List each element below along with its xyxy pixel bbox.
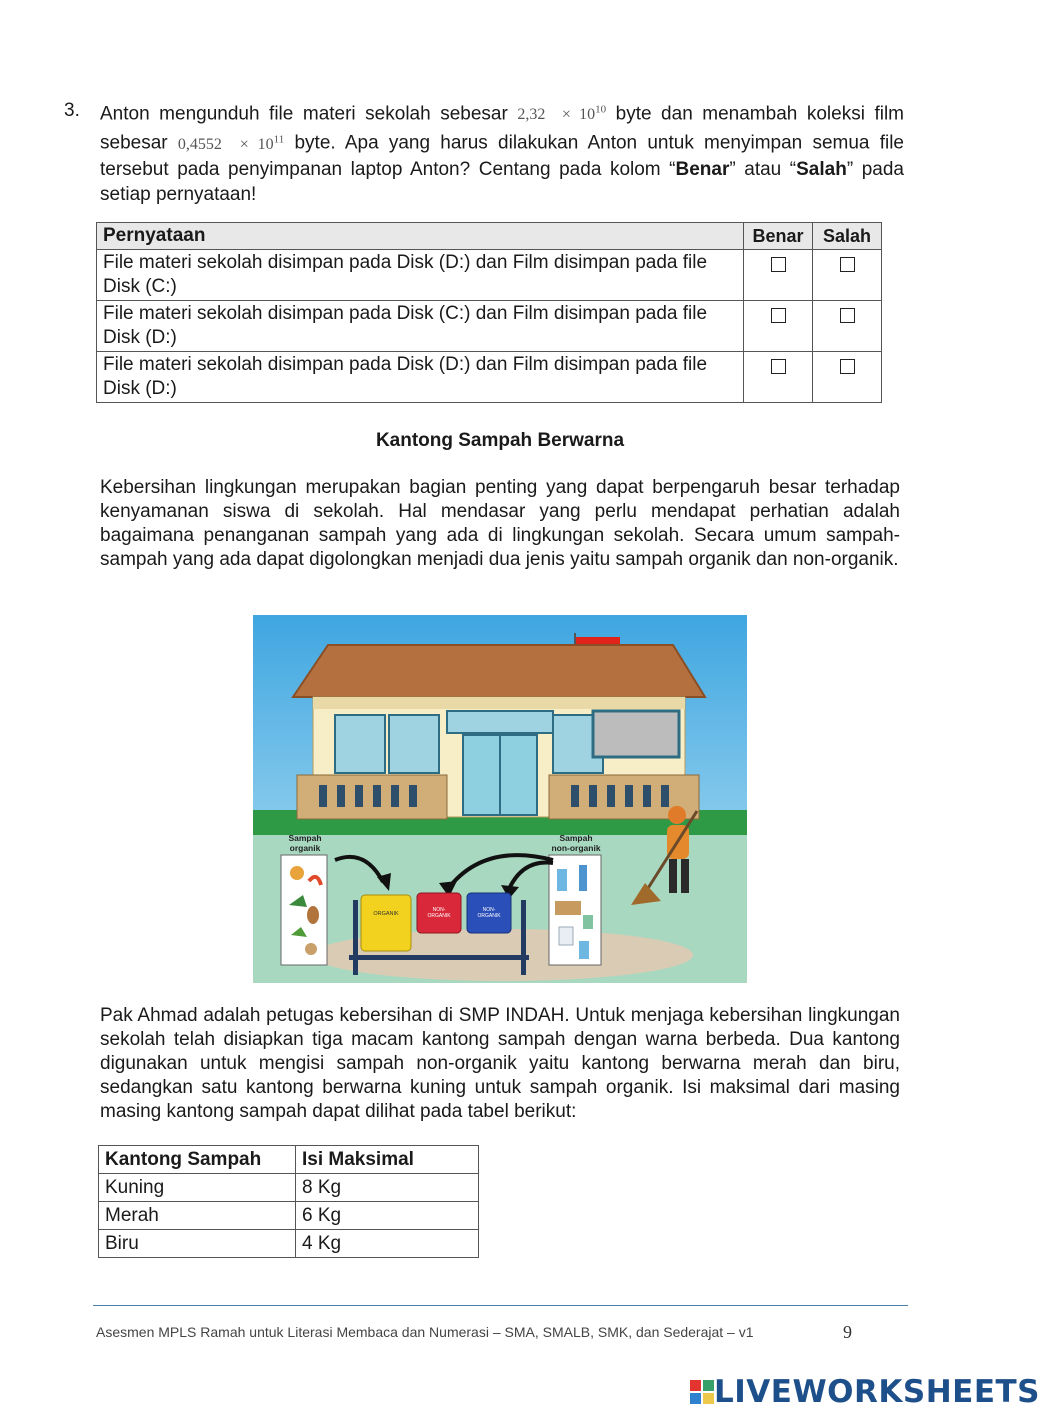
salah-checkbox-1[interactable] — [813, 250, 882, 301]
svg-text:NON-: NON- — [482, 907, 496, 913]
section-title: Kantong Sampah Berwarna — [375, 430, 625, 451]
statement-table-header — [97, 223, 882, 250]
question-block — [64, 98, 904, 207]
header-isi: Isi Maksimal — [296, 1146, 479, 1174]
footer-text: Asesmen MPLS Ramah untuk Literasi Membaca dan Numerasi – SMA, SMALB, SMK, dan Sederajat – v1 — [96, 1324, 754, 1340]
table-row — [97, 301, 882, 352]
svg-text:ORGANIK: ORGANIK — [427, 913, 451, 919]
label-sampah-organik: Sampah — [288, 833, 322, 843]
svg-text:NON-: NON- — [432, 907, 446, 913]
label-sampah-nonorganik: Sampah — [559, 833, 593, 843]
benar-checkbox-2[interactable] — [744, 301, 813, 352]
question-number: 3. — [64, 100, 80, 121]
paragraph-pak-ahmad: Pak Ahmad adalah petugas kebersihan di SMP INDAH. Untuk menjaga kebersihan lingkungan sekolah telah disiapkan tiga macam kantong sampah dengan warna berbeda. Dua kantong digunakan untuk mengisi sampah non-organik yaitu kantong berwarna merah dan biru, sedangkan satu kantong berwarna kuning untuk sampah organik. Isi maksimal dari masing masing kantong sampah dapat dilihat pada tabel berikut: — [100, 1005, 900, 1122]
table-row: Kuning 8 Kg — [99, 1174, 479, 1202]
bag-table-header — [99, 1146, 479, 1174]
header-salah: Salah — [813, 223, 882, 250]
svg-text:ORGANIK: ORGANIK — [477, 913, 501, 919]
footer-divider — [93, 1305, 908, 1306]
benar-checkbox-1[interactable] — [744, 250, 813, 301]
salah-checkbox-3[interactable] — [813, 352, 882, 403]
header-pernyataan: Pernyataan — [97, 223, 744, 250]
page-number: 9 — [843, 1322, 852, 1342]
statement-text: File materi sekolah disimpan pada Disk (D:) dan Film disimpan pada file Disk (C:) — [97, 250, 744, 301]
svg-text:non-organik: non-organik — [551, 843, 601, 853]
bag-capacity-table — [98, 1145, 479, 1258]
file-size-1: $2,32 \times 10^{10}$ — [517, 104, 607, 124]
school-roof — [293, 645, 705, 697]
school-trash-illustration — [253, 615, 747, 983]
notice-board — [593, 711, 679, 757]
benar-checkbox-3[interactable] — [744, 352, 813, 403]
salah-checkbox-2[interactable] — [813, 301, 882, 352]
table-row — [97, 250, 882, 301]
question-text: Anton mengunduh file materi sekolah sebesar $2,32 \times 10^{10}$ byte dan menambah koleksi film sebesar $0,4552 \times 10^{11}$ byte. Apa yang harus dilakukan Anton untuk menyimpan semua file tersebut pada penyimpanan laptop Anton? Centang pada kolom “Benar” atau “Salah” pada setiap pernyataan! — [100, 103, 905, 205]
bottle-icon — [557, 869, 567, 891]
svg-text:ORGANIK: ORGANIK — [373, 911, 399, 917]
liveworksheets-logo — [690, 1374, 1040, 1410]
header-benar: Benar — [744, 223, 813, 250]
paragraph-intro: Kebersihan lingkungan merupakan bagian penting yang dapat berpengaruh besar terhadap kenyamanan siswa di sekolah. Hal mendasar yang perlu mendapat perhatian adalah bagaimana penanganan sampah yang ada di lingkungan sekolah. Secara umum sampah-sampah yang ada dapat digolongkan menjadi dua jenis yaitu sampah organik dan non-organik. — [100, 477, 900, 570]
table-row: Biru 4 Kg — [99, 1230, 479, 1258]
file-size-2: $0,4552 \times 10^{11}$ — [177, 133, 285, 153]
statement-table — [96, 222, 882, 403]
banana-icon — [290, 866, 304, 880]
brand-text: LIVEWORKSHEETS — [714, 1374, 1040, 1410]
header-kantong: Kantong Sampah — [99, 1146, 296, 1174]
liveworksheets-icon — [690, 1380, 714, 1404]
table-row: Merah 6 Kg — [99, 1202, 479, 1230]
statement-text: File materi sekolah disimpan pada Disk (C:) dan Film disimpan pada file Disk (D:) — [97, 301, 744, 352]
statement-text: File materi sekolah disimpan pada Disk (D:) dan Film disimpan pada file Disk (D:) — [97, 352, 744, 403]
svg-text:organik: organik — [289, 843, 321, 853]
yellow-bin — [361, 895, 411, 951]
table-row — [97, 352, 882, 403]
